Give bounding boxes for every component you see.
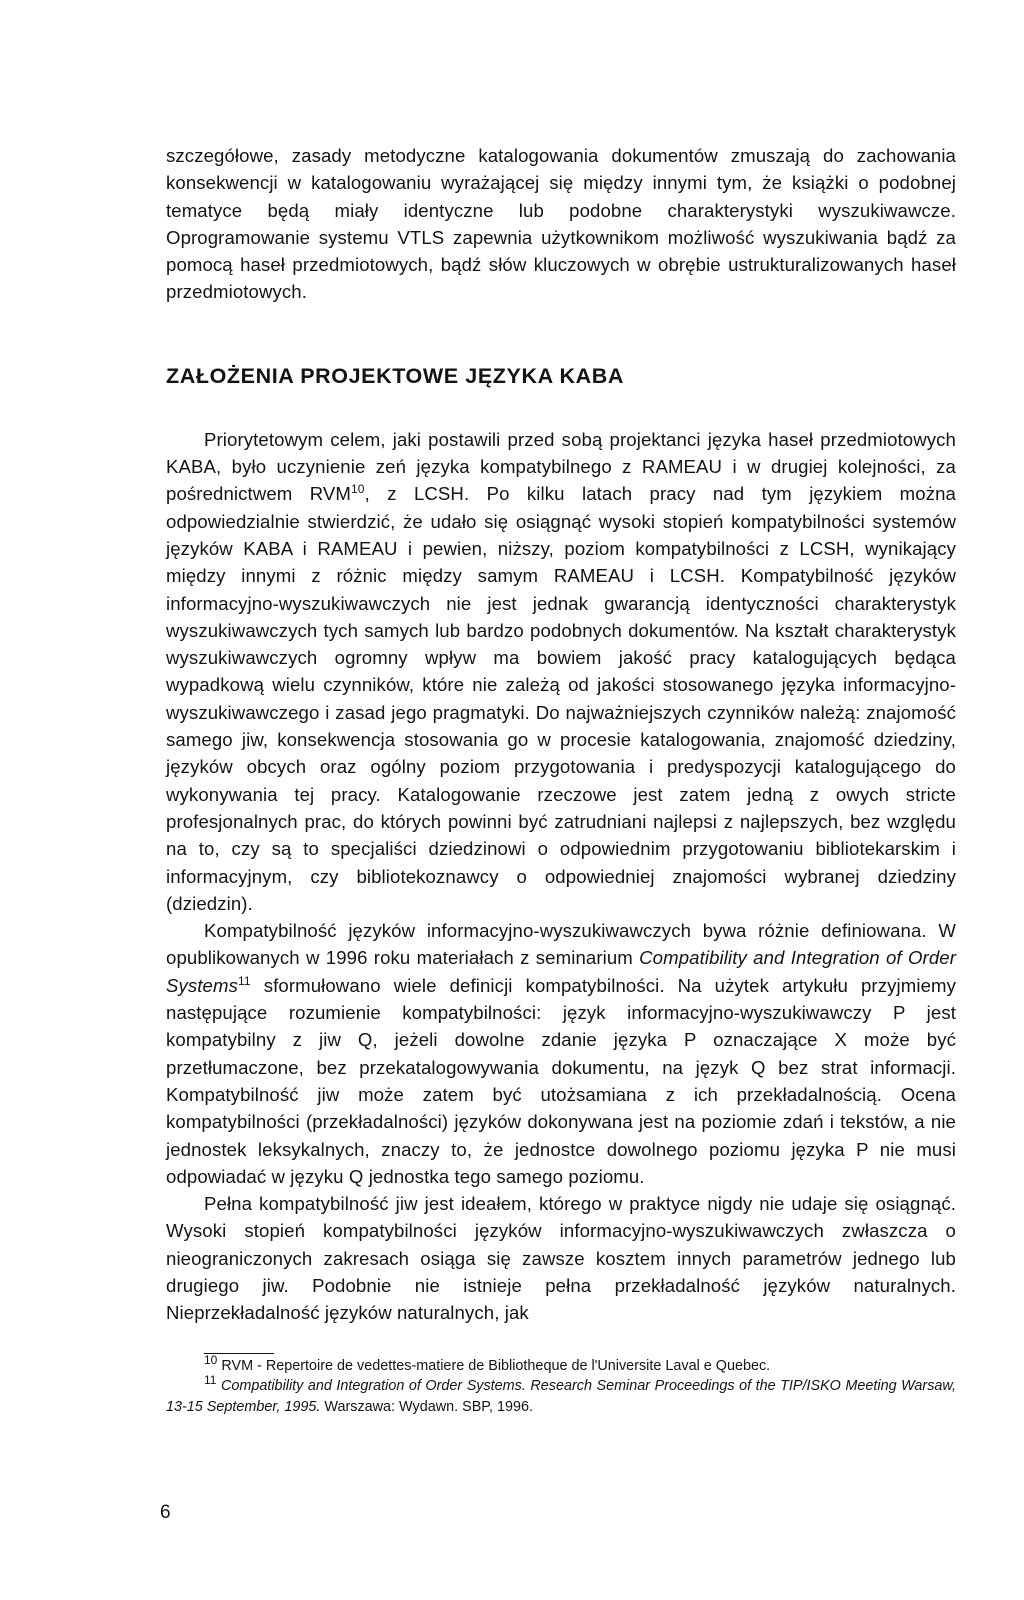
paragraph-2-part-b: sformułowano wiele definicji kompatybilności. Na użytek artykułu przyjmiemy następujące rozumienie kompatybilności: język informacyjno-wyszukiwawczy P jest kompatybilny z jiw Q, jeżeli dowolne zdanie języka P oznaczające X może być przetłumaczone, bez przekatalogowywania dokumentu, na język Q bez strat informacji. Kompatybilność jiw może zatem być utożsamiana z ich przekładalnością. Ocena kompatybilności (przekładalności) języków dokonywana jest na poziomie zdań i tekstów, a nie jednostek leksykalnych, znaczy to, że jednostce dowolnego poziomu języka P nie musi odpowiadać w języku Q jednostka tego samego poziomu. [166,974,956,1187]
footnote-11-text: Warszawa: Wydawn. SBP, 1996. [320,1398,534,1415]
paragraph-1 [166,426,956,917]
footnote-11-marker: 11 [204,1373,217,1388]
footnote-11 [166,1373,956,1417]
footnote-11-italic: Compatibility and Integration of Order Systems. Research Seminar Proceedings of the TIP/ISKO Meeting Warsaw, 13-15 September, 1995. [166,1378,956,1415]
footnote-10 [166,1352,956,1377]
footnote-ref-11[interactable]: 11 [238,973,251,988]
footnote-10-text: RVM - Repertoire de vedettes-matiere de Bibliotheque de l'Universite Laval e Quebec. [217,1357,771,1374]
paragraph-3: Pełna kompatybilność jiw jest ideałem, którego w praktyce nigdy nie udaje się osiągnąć. Wysoki stopień kompatybilności języków informacyjno-wyszukiwawczych zwłaszcza o nieograniczonych zakresach osiąga się zawsze kosztem innych parametrów jednego lub drugiego jiw. Podobnie nie istnieje pełna przekładalność języków naturalnych. Nieprzekładalność języków naturalnych, jak [166,1193,956,1324]
paragraph-1-part-a: Priorytetowym celem, jaki postawili przed sobą projektanci języka haseł przedmiotowych KABA, było uczynienie zeń języka kompatybilnego z RAMEAU i w drugiej kolejności, za pośrednictwem RVM [166,428,956,505]
paragraph-2 [166,917,956,1190]
section-heading: ZAŁOŻENIA PROJEKTOWE JĘZYKA KABA [166,363,624,388]
page-body [166,142,956,1417]
footnote-ref-10[interactable]: 10 [351,482,365,497]
paragraph-1-part-b: , z LCSH. Po kilku latach pracy nad tym językiem można odpowiedzialnie stwierdzić, że udało się osiągnąć wysoki stopień kompatybilności systemów języków KABA i RAMEAU i pewien, niższy, poziom kompatybilności z LCSH, wynikający między innymi z różnic między samym RAMEAU i LCSH. Kompatybilność języków informacyjno-wyszukiwawczych nie jest jednak gwarancją identyczności charakterystyk wyszukiwawczych tych samych lub bardzo podobnych dokumentów. Na kształt charakterystyk wyszukiwawczych ogromny wpływ ma bowiem jakość pracy katalogujących będąca wypadkową wielu czynników, które nie zależą od jakości stosowanego języka informacyjno-wyszukiwawczego i zasad jego pragmatyki. Do najważniejszych czynników należą: znajomość samego jiw, konsekwencja stosowania go w procesie katalogowania, znajomość dziedziny, języków obcych oraz ogólny poziom przygotowania i predyspozycji katalogującego do wykonywania tej pracy. Katalogowanie rzeczowe jest zatem jedną z owych stricte profesjonalnych prac, do których powinni być zatrudniani najlepsi z najlepszych, bez względu na to, czy są to specjaliści dziedzinowi o odpowiednim przygotowaniu bibliotekarskim i informacyjnym, czy bibliotekoznawcy o odpowiedniej znajomości wybranej dziedziny (dziedzin). [166,483,956,914]
paragraph-2-part-a: Kompatybilność języków informacyjno-wyszukiwawczych bywa różnie definiowana. W opublikowanych w 1996 roku materiałach z seminarium [166,920,956,969]
intro-paragraph: szczegółowe, zasady metodyczne katalogowania dokumentów zmuszają do zachowania konsekwencji w katalogowaniu wyrażającej się między innymi tym, że książki o podobnej tematyce będą miały identyczne lub podobne charakterystyki wyszukiwawcze. Oprogramowanie systemu VTLS zapewnia użytkownikom możliwość wyszukiwania bądź za pomocą haseł przedmiotowych, bądź słów kluczowych w obrębie ustrukturalizowanych haseł przedmiotowych. [166,145,956,303]
footnotes [166,1353,956,1418]
seminar-title: Compatibility and Integration of Order Systems [166,947,956,996]
footnote-10-marker: 10 [204,1352,218,1367]
page-number: 6 [160,1502,171,1523]
